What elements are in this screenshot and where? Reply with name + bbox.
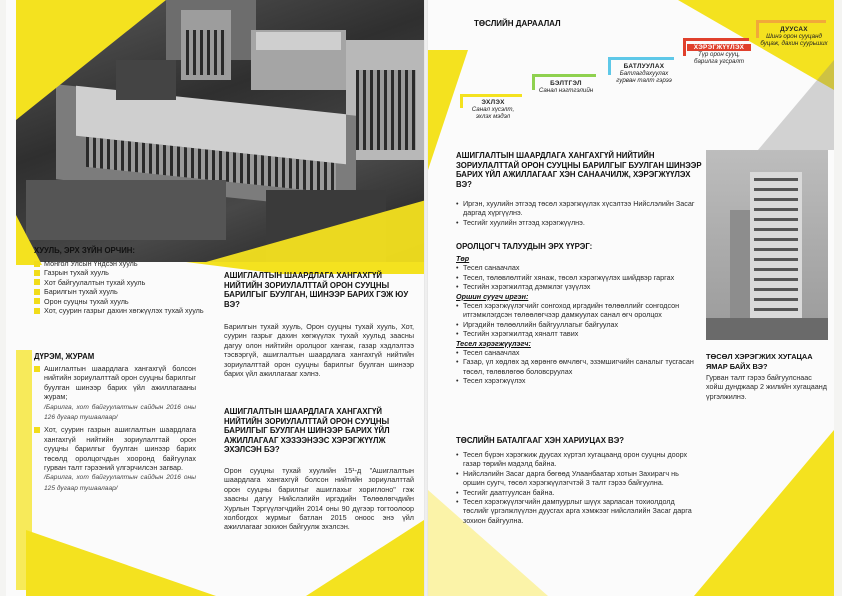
- q1-heading: АШИГЛАЛТЫН ШААРДЛАГА ХАНГАХГҮЙ НИЙТИЙН ЗОРИУЛАЛТТАЙ ОРОН СУУЦНЫ БАРИЛГЫГ БУУЛГАН, ШИНЭЭР БАРИХ ГЭЖ ЮУ ВЭ?: [224, 271, 409, 309]
- bullet-square: [34, 279, 40, 285]
- yellow-bottom-right-accent: [694, 430, 834, 596]
- law-item: Хот байгуулалтын тухай хууль: [34, 278, 209, 287]
- rule-note: /Барилга, хот байгуулалтын сайдын 2016 оны 126 дугаар тушаалаар/: [44, 403, 196, 422]
- list-item: • Нийслэлийн Засаг дарга бөгөөд Улаанбаатар хотын Захирагч нь оршин суугч, төсөл хэрэгжүүлэгчтэй 3 талт гэрээ байгуулна.: [456, 469, 696, 488]
- step-eklekh: ЭХЛЭХ Санал хүсэлт, эхлэх мэдэл: [471, 99, 515, 121]
- step-bar: [683, 38, 686, 56]
- list-item: • Тесел бүрэн хэрэгжиж дуусах хүртэл хугацаанд орон сууцны доорх газар төрийн мэдэлд байна.: [456, 450, 696, 469]
- step-bar: [683, 38, 749, 41]
- rule-note: /Барилга, хот байгуулалтын сайдын 2016 оны 125 дугаар тушаалаар/: [44, 474, 196, 492]
- list-item: • Тесгийн хэрэгжилтэд хяналт тавих: [456, 329, 696, 338]
- step-batluulakh: БАТЛУУЛАХ Батлагдахуулах гурван талт гэрээ: [616, 63, 672, 85]
- q6-body: Гурван талт гэрээ байгуулснаас хойш дунджаар 2 жилийн хугацаанд үргэлжилнэ.: [706, 373, 827, 401]
- sequence-title: ТӨСЛИЙН ДАРААЛАЛ: [474, 19, 561, 28]
- law-item: Орон сууцны тухай хууль: [34, 297, 209, 306]
- q2-body: Орон сууцны тухай хуулийн 15¹-д "Ашиглалтын шаардлага хангахгүй болсон нийтийн зориулалттай орон сууцны барилгыг ашиглахыг хориглоно" гэж заасны дагуу Нийслэлийн иргэдийн Төлөөлөгчдийн Хурлын Тэргүүлэгчдийн 2014 оны 90 дүгээр тогтоолоор холбогдох журмыг батлан 2015 оноос энэ үйл ажиллагааг зохион байгуулж эхэлсэн.: [224, 466, 414, 532]
- laws-list: [34, 259, 209, 315]
- q4-list: [456, 254, 696, 386]
- q2-heading: АШИГЛАЛТЫН ШААРДЛАГА ХАНГАХГҮЙ НИЙТИЙН ЗОРИУЛАЛТТАЙ ОРОН СУУЦНЫ БАРИЛГЫГ БУУЛГАН ШИНЭЭР БАРИХ ҮЙЛ АЖИЛЛАГААГ ХЭЗЭЭНЭЭС ХЭРЭГЖҮҮЛЖ ЭХЭЛСЭН БЭ?: [224, 407, 390, 455]
- list-item: • Тесгийг хуулийн этгээд хэрэгжүүлнэ.: [456, 218, 696, 227]
- law-item: Хот, суурин газрыг дахин хөгжүүлэх тухай хууль: [34, 306, 209, 315]
- q3-heading: АШИГЛАЛТЫН ШААРДЛАГА ХАНГАХГҮЙ НИЙТИЙН ЗОРИУЛАЛТТАЙ ОРОН СУУЦНЫ БАРИЛГЫГ БУУЛГАН ШИНЭЭР БАРИХ ҮЙЛ АЖИЛЛАГААГ ХЭН САНААЧИЛЖ, ХЭРЭГЖҮҮЛЭХ ВЭ?: [456, 151, 702, 189]
- step-beltgel: БЭЛТГЭЛ Санал нэгтгэлийн: [538, 80, 594, 95]
- bullet-square: [34, 308, 40, 314]
- q6-heading: ТӨСӨЛ ХЭРЭГЖИХ ХУГАЦАА ЯМАР БАЙХ ВЭ?: [706, 352, 813, 371]
- q3-list: [456, 199, 696, 227]
- yellow-bottom-accent: [26, 530, 216, 596]
- rule-item: Хот, суурин газрын ашиглалтын шаардлага хангахгүй нийтийн зориулалттай орон сууцны барилгыг буулган шинээр барих төсөлд оролцогчдын хооронд байгуулах гурван талт гэрээний үлгэрчилсэн загвар. /Барилга, хот байгуулалтын сайдын 2016 оны 125 дугаар тушаалаар/: [34, 425, 196, 493]
- step-bar: [756, 20, 759, 38]
- list-item: • Тесгийн хэрэгжилтэд дэмжлэг үзүүлэх: [456, 282, 696, 291]
- tower-building-photo: [706, 150, 828, 340]
- rule-item: Ашиглалтын шаардлага хангахгүй болсон нийтийн зориулалттай орон сууцны барилгыг буулган шинээр барих үйл ажиллагааны журам; /Барилга, хот байгуулалтын сайдын 2016 оны 126 дугаар тушаалаар/: [34, 364, 196, 422]
- step-bar: [460, 94, 463, 108]
- list-item: • Тесел хэрэгжүүлэгчийн дампуурлыг шүүх зарласан тохиолдолд төслийг үргэлжлүүлэн дуусгах арга хэмжээг нийслэлийн Засаг дарга зохион байгуулна.: [456, 497, 696, 525]
- step-bar: [608, 57, 674, 60]
- law-item: Монгол Улсын Үндсэн хууль: [34, 259, 209, 268]
- q1-body: Барилгын тухай хууль, Орон сууцны тухай хууль, Хот, суурин газрыг дахин хөгжүүлэх тухай хуульд заасны дагуу олон нийтийн оролцоог хангаж, газар хэдлэлтээ тэсвэргүй, ашиглалтын шаардлага хангахгүй нийтийн зориулалттай орон сууцны барилгыг буулган шинээр барих үйл ажиллагааг хэлнэ.: [224, 322, 414, 379]
- list-item: • Тесгийг даатгуулсан байна.: [456, 488, 696, 497]
- list-item: • Тесел санаачлах: [456, 263, 696, 272]
- laws-heading: ХУУЛЬ, ЭРХ ЗҮЙН ОРЧИН:: [34, 246, 136, 255]
- group-label: Оршин суугч иргэн:: [456, 291, 529, 301]
- list-item: • Тесел хэрэгжүүлэгчийг сонгоход иргэдийн төлөөллийг сонгодсон итгэмжлэгдсэн төлөөлөгчээр дамжуулах санал өгч оролцох: [456, 301, 696, 320]
- list-item: • Иргэн, хуулийн этгээд төсөл хэрэгжүүлэх хүсэлтээ Нийслэлийн Засаг даргад хүргүүлнэ.: [456, 199, 696, 218]
- bullet-square: [34, 298, 40, 304]
- q5-list: [456, 450, 696, 525]
- step-bar: [532, 74, 535, 90]
- step-bar: [460, 94, 522, 97]
- bullet-square: [34, 366, 40, 372]
- q4-heading: ОРОЛЦОГЧ ТАЛУУДЫН ЭРХ ҮҮРЭГ:: [456, 242, 593, 251]
- rules-heading: ДҮРЭМ, ЖУРАМ: [34, 352, 95, 361]
- law-item: Барилгын тухай хууль: [34, 287, 209, 296]
- step-bar: [756, 20, 826, 23]
- step-duusakh: ДУУСАХ Шинэ орон сууцанд буцаж, дахин суурьших: [760, 26, 828, 48]
- list-item: • Газар, үл хөдлөх эд хөрөнгө өмчлөгч, эзэмшигчийн саналыг тусгасан төсөл, төлөвлөгөө боловсруулах: [456, 357, 696, 376]
- bullet-square: [34, 261, 40, 267]
- right-page: [428, 0, 834, 596]
- list-item: • Тесел санаачлах: [456, 348, 696, 357]
- group-label: Төр: [456, 254, 470, 263]
- bullet-square: [34, 270, 40, 276]
- law-item: Газрын тухай хууль: [34, 268, 209, 277]
- list-item: • Иргэдийн төлөөллийн байгууллагыг байгуулах: [456, 320, 696, 329]
- group-label: Тесел хэрэгжүүлэгч:: [456, 338, 531, 348]
- step-bar: [608, 57, 611, 75]
- list-item: • Тесел хэрэгжүүлэх: [456, 376, 696, 385]
- bullet-square: [34, 289, 40, 295]
- bullet-square: [34, 427, 40, 433]
- step-khereg: ХЭРЭГЖҮҮЛЭХ Түр орон сууц, барилга угсралт: [687, 44, 751, 66]
- rules-list: [34, 364, 196, 493]
- left-page: [6, 0, 424, 596]
- list-item: • Тесел, төлөвлөлтийг хянаж, төсөл хэрэгжүүлэх шийдвэр гаргах: [456, 273, 696, 282]
- step-bar: [532, 74, 596, 77]
- q5-heading: ТӨСЛИЙН БАТАЛГААГ ХЭН ХАРИУЦАХ ВЭ?: [456, 436, 625, 445]
